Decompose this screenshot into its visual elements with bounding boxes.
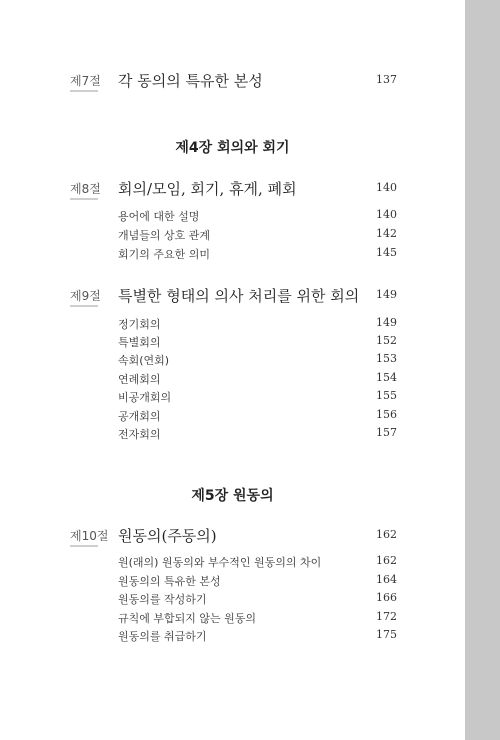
toc-item[interactable]: 규칙에 부합되지 않는 원동의 [118, 612, 257, 625]
toc-item-page-number: 164 [376, 573, 397, 586]
toc-item[interactable]: 특별회의 [118, 336, 161, 349]
section-page-number: 137 [376, 73, 397, 86]
toc-item-page-number: 166 [376, 591, 397, 604]
toc-item-page-number: 154 [376, 371, 397, 384]
section-label-underline [70, 90, 98, 92]
toc-item[interactable]: 원동의를 작성하기 [118, 593, 207, 606]
section-label: 제7절 [70, 74, 101, 88]
toc-item[interactable]: 공개회의 [118, 410, 161, 423]
section-page-number: 140 [376, 181, 397, 194]
toc-item[interactable]: 비공개회의 [118, 391, 172, 404]
section-label: 제8절 [70, 182, 101, 196]
chapter-title[interactable]: 제5장 원동의 [191, 488, 274, 504]
toc-item[interactable]: 전자회의 [118, 428, 161, 441]
toc-item-page-number: 140 [376, 208, 397, 221]
section-title[interactable]: 회의/모임, 회기, 휴게, 폐회 [118, 180, 297, 198]
chapter-title[interactable]: 제4장 회의와 회기 [175, 140, 290, 156]
toc-item-page-number: 149 [376, 316, 397, 329]
section-title[interactable]: 특별한 형태의 의사 처리를 위한 회의 [118, 287, 360, 305]
toc-item[interactable]: 연례회의 [118, 373, 161, 386]
section-title[interactable]: 각 동의의 특유한 본성 [118, 72, 263, 90]
scrollbar[interactable] [465, 0, 500, 740]
section-label-underline [70, 545, 98, 547]
toc-item[interactable]: 원동의를 취급하기 [118, 630, 207, 643]
section-page-number: 149 [376, 288, 397, 301]
section-label: 제9절 [70, 289, 101, 303]
toc-item[interactable]: 속회(연회) [118, 354, 170, 367]
toc-item-page-number: 162 [376, 554, 397, 567]
toc-item[interactable]: 회기의 주요한 의미 [118, 248, 211, 261]
toc-item[interactable]: 원(래의) 원동의와 부수적인 원동의의 차이 [118, 556, 322, 569]
section-label: 제10절 [70, 529, 109, 543]
toc-item-page-number: 172 [376, 610, 397, 623]
toc-item-page-number: 157 [376, 426, 397, 439]
toc-item[interactable]: 정기회의 [118, 318, 161, 331]
section-title[interactable]: 원동의(주동의) [118, 527, 217, 545]
toc-item-page-number: 152 [376, 334, 397, 347]
section-label-underline [70, 305, 98, 307]
section-page-number: 162 [376, 528, 397, 541]
toc-item-page-number: 156 [376, 408, 397, 421]
toc-item-page-number: 153 [376, 352, 397, 365]
toc-item-page-number: 155 [376, 389, 397, 402]
toc-item-page-number: 175 [376, 628, 397, 641]
toc-item[interactable]: 개념들의 상호 관계 [118, 229, 211, 242]
toc-item-page-number: 142 [376, 227, 397, 240]
toc-item-page-number: 145 [376, 246, 397, 259]
toc-item[interactable]: 원동의의 특유한 본성 [118, 575, 221, 588]
toc-item[interactable]: 용어에 대한 설명 [118, 210, 200, 223]
section-label-underline [70, 198, 98, 200]
